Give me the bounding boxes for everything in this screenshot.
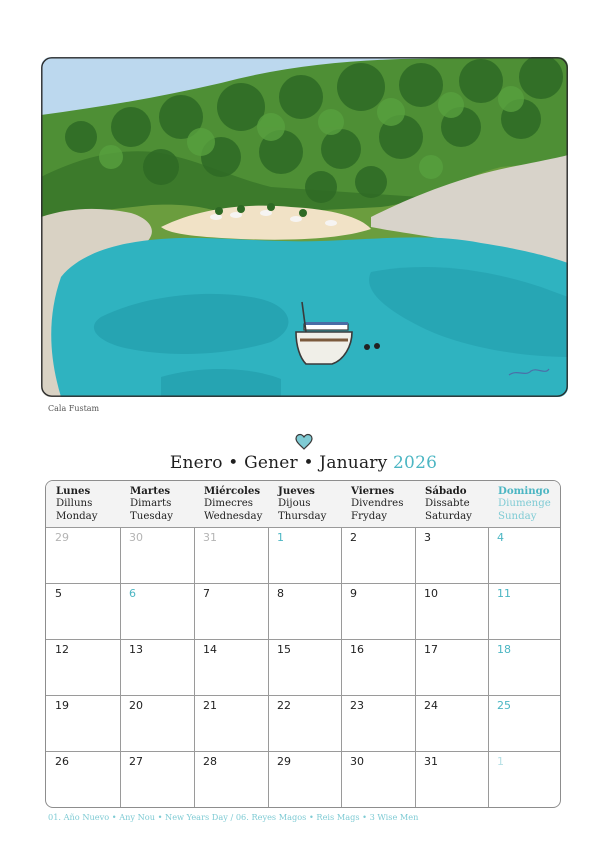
day-cell (341, 751, 415, 807)
day-number: 26 (55, 755, 69, 768)
day-number: 16 (350, 643, 364, 656)
day-number: 31 (203, 531, 217, 544)
weekday-ca: Diumenge (498, 497, 551, 509)
day-number: 29 (55, 531, 69, 544)
day-cell (488, 639, 561, 695)
day-cell (194, 695, 268, 751)
month-title (0, 453, 607, 473)
day-number: 10 (424, 587, 438, 600)
month-names: Enero • Gener • January (169, 453, 388, 473)
weekday-es: Jueves (278, 485, 315, 497)
day-number: 20 (129, 699, 143, 712)
grid-divider (120, 527, 121, 807)
weekday-ca: Dilluns (56, 497, 93, 509)
weekday-es: Lunes (56, 485, 91, 497)
grid-divider (46, 695, 560, 696)
weekday-column (204, 485, 262, 523)
grid-divider (46, 639, 560, 640)
day-cell (415, 639, 488, 695)
grid-divider (268, 527, 269, 807)
grid-divider (194, 527, 195, 807)
weekday-es: Miércoles (204, 485, 261, 497)
heart-icon (294, 432, 314, 452)
holiday-note: 01. Año Nuevo • Any Nou • New Years Day / 06. Reyes Magos • Reis Mags • 3 Wise Men (48, 812, 419, 822)
day-cell (46, 583, 120, 639)
day-cell (120, 751, 194, 807)
day-number: 2 (350, 531, 357, 544)
weekday-en: Thursday (278, 510, 327, 522)
day-cell (415, 527, 488, 583)
weekday-ca: Divendres (351, 497, 404, 509)
calendar-grid (45, 480, 561, 808)
day-cell (120, 583, 194, 639)
weekday-column (130, 485, 173, 523)
day-cell (194, 583, 268, 639)
day-number: 24 (424, 699, 438, 712)
weekday-es: Martes (130, 485, 171, 497)
day-number: 31 (424, 755, 438, 768)
weekday-ca: Dimecres (204, 497, 253, 509)
day-number: 6 (129, 587, 136, 600)
day-number: 11 (497, 587, 511, 600)
day-cell (488, 527, 561, 583)
day-number: 14 (203, 643, 217, 656)
day-cell (268, 695, 341, 751)
day-number: 30 (129, 531, 143, 544)
day-cell (341, 639, 415, 695)
grid-divider (46, 751, 560, 752)
weekday-ca: Dimarts (130, 497, 172, 509)
weekday-es: Sábado (425, 485, 467, 497)
weekday-header (46, 481, 560, 528)
day-number: 19 (55, 699, 69, 712)
weekday-en: Sunday (498, 510, 537, 522)
weekday-en: Wednesday (204, 510, 263, 522)
cove-illustration (41, 57, 568, 397)
day-cell (415, 695, 488, 751)
day-number: 23 (350, 699, 364, 712)
day-number: 3 (424, 531, 431, 544)
weekday-en: Monday (56, 510, 98, 522)
day-cell (120, 527, 194, 583)
day-cell (46, 527, 120, 583)
day-cell (488, 583, 561, 639)
day-number: 27 (129, 755, 143, 768)
year-label: 2026 (393, 453, 438, 473)
day-cell (268, 639, 341, 695)
day-number: 5 (55, 587, 62, 600)
day-cell (341, 695, 415, 751)
day-number: 8 (277, 587, 284, 600)
day-number: 30 (350, 755, 364, 768)
day-grid (46, 527, 560, 807)
day-number: 28 (203, 755, 217, 768)
day-cell (415, 751, 488, 807)
weekday-column (351, 485, 403, 523)
weekday-column (56, 485, 97, 523)
day-number: 1 (277, 531, 284, 544)
grid-divider (415, 527, 416, 807)
day-number: 15 (277, 643, 291, 656)
day-cell (268, 527, 341, 583)
weekday-es: Viernes (351, 485, 395, 497)
day-number: 25 (497, 699, 511, 712)
day-cell (268, 751, 341, 807)
day-number: 7 (203, 587, 210, 600)
weekday-en: Fryday (351, 510, 388, 522)
day-number: 21 (203, 699, 217, 712)
day-cell (120, 639, 194, 695)
day-cell (488, 695, 561, 751)
day-cell (415, 583, 488, 639)
day-cell (194, 527, 268, 583)
day-number: 17 (424, 643, 438, 656)
day-cell (46, 751, 120, 807)
day-cell (341, 583, 415, 639)
day-cell (194, 639, 268, 695)
day-number: 12 (55, 643, 69, 656)
day-number: 29 (277, 755, 291, 768)
weekday-ca: Dijous (278, 497, 311, 509)
day-cell (46, 639, 120, 695)
day-number: 18 (497, 643, 511, 656)
grid-divider (341, 527, 342, 807)
day-number: 13 (129, 643, 143, 656)
weekday-es: Domingo (498, 485, 550, 497)
weekday-en: Saturday (425, 510, 472, 522)
day-number: 22 (277, 699, 291, 712)
weekday-column (498, 485, 551, 523)
day-number: 9 (350, 587, 357, 600)
day-cell (46, 695, 120, 751)
grid-divider (488, 527, 489, 807)
weekday-column (278, 485, 326, 523)
day-number: 4 (497, 531, 504, 544)
day-number: 1 (497, 755, 504, 768)
grid-divider (46, 583, 560, 584)
day-cell (488, 751, 561, 807)
cove-illustration-art (41, 57, 568, 397)
illustration-caption: Cala Fustam (48, 404, 100, 413)
weekday-column (425, 485, 472, 523)
day-cell (268, 583, 341, 639)
weekday-en: Tuesday (130, 510, 173, 522)
day-cell (194, 751, 268, 807)
day-cell (341, 527, 415, 583)
weekday-ca: Dissabte (425, 497, 470, 509)
day-cell (120, 695, 194, 751)
